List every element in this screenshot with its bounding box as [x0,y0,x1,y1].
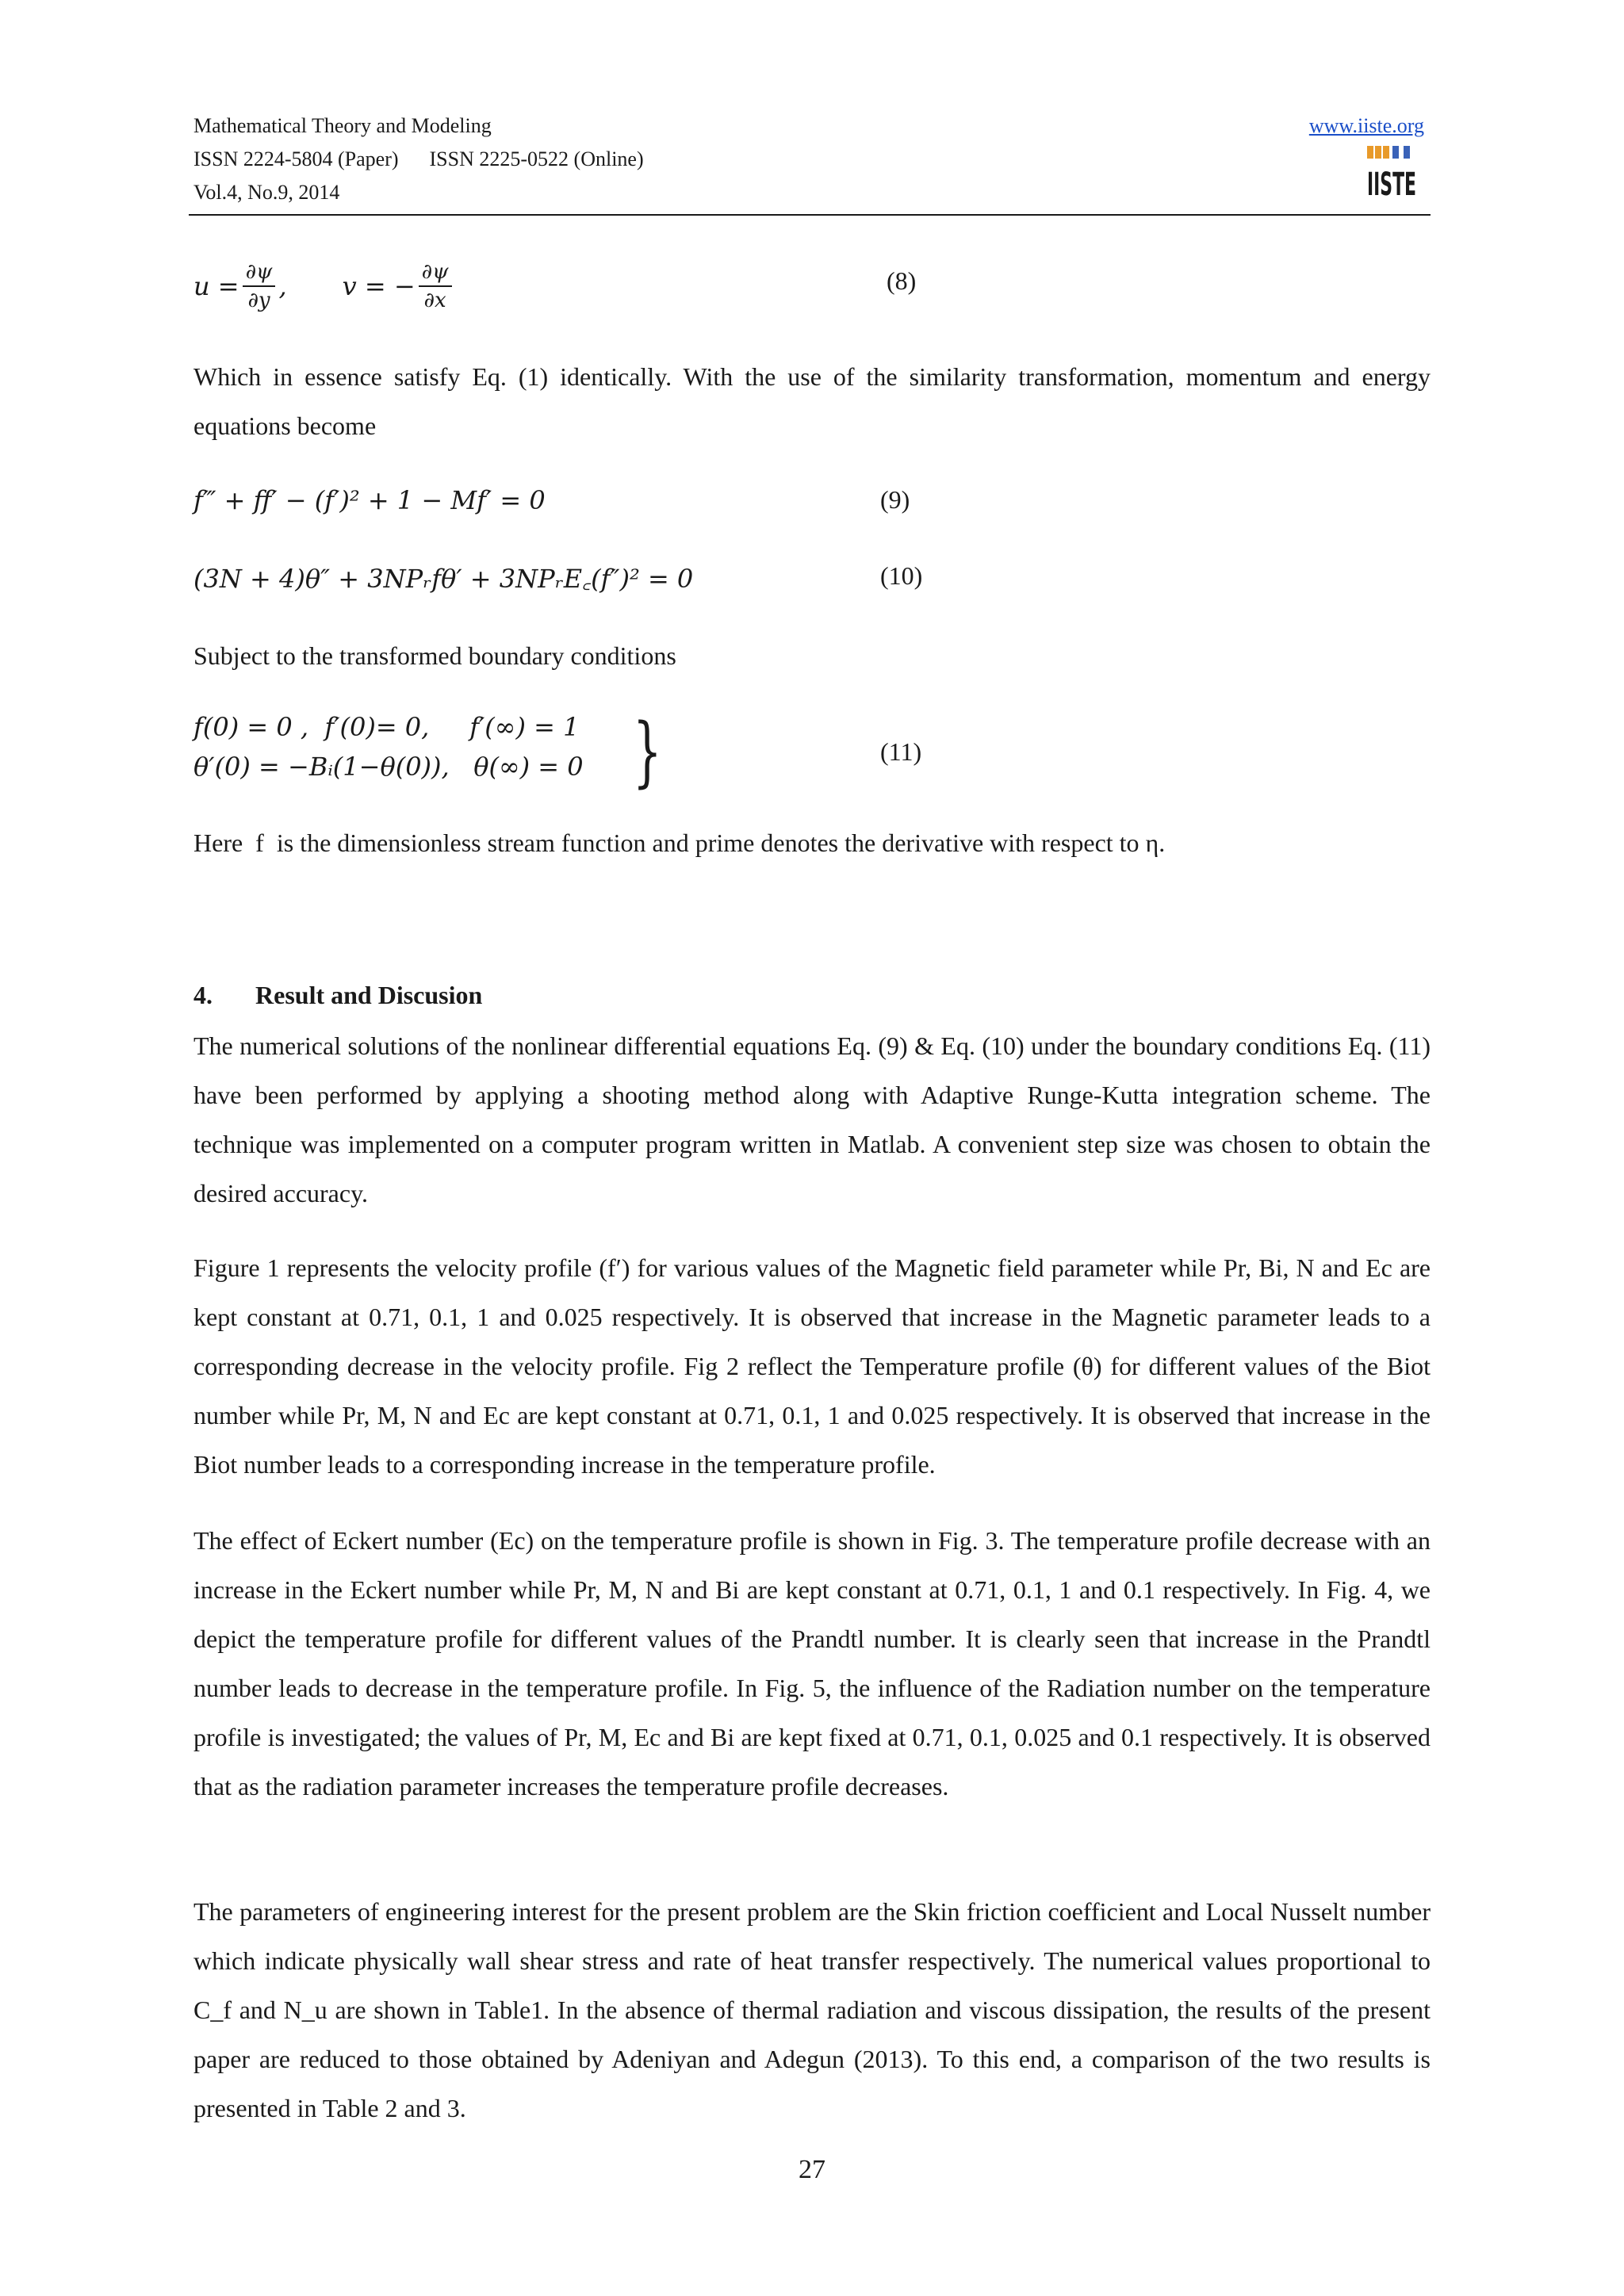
logo-wordmark: IISTE [1367,166,1416,203]
equation-11-line-2: θ′(0) = −Bᵢ(1−θ(0)), θ(∞) = 0 [193,752,584,782]
paragraph-eckert-effect: The effect of Eckert number (Ec) on the temperature profile is shown in Fig. 3. The temperature profile decrease with an increase in the Eckert number while Pr, M, N and Bi are kept constant at 0.71, 0.1, 1 and 0.1 respectively. In Fig. 4, we depict the temperature profile for different values of the Prandtl number. It is clearly seen that increase in the Prandtl number leads to decrease in the temperature profile. In Fig. 5, the influence of the Radiation number on the temperature profile is investigated; the values of Pr, M, Ec and Bi are kept fixed at 0.71, 0.1, 0.025 and 0.1 respectively. It is observed that as the radiation parameter increases the temperature profile decreases. [193,1526,1431,1800]
paragraph-boundary-intro: Subject to the transformed boundary conditions [193,641,676,670]
paragraph-velocity-profile: Figure 1 represents the velocity profile (f′) for various values of the Magnetic field parameter while Pr, Bi, N and Ec are kept constant at 0.71, 0.1, 1 and 0.025 respectively. It is observed that increase in the Magnetic parameter leads to a corresponding decrease in the velocity profile. Fig 2 reflect the Temperature profile (θ) for different values of the Biot number while Pr, M, N and Ec are kept constant at 0.71, 0.1, 1 and 0.025 respectively. It is observed that increase in the Biot number leads to a corresponding increase in the temperature profile. [193,1253,1431,1479]
equation-number-11: (11) [880,737,922,766]
equation-11-line-1: f(0) = 0 , f′(0)= 0, f′(∞) = 1 [193,712,580,742]
page-number: 27 [799,2155,825,2184]
journal-title: Mathematical Theory and Modeling [193,114,492,137]
eq8-u-lhs: u = [193,271,239,301]
paragraph-engineering-interest: The parameters of engineering interest for the present problem are the Skin friction coefficient and Local Nusselt number which indicate physically wall shear stress and rate of heat transfer respectively. The numerical values proportional to C_f and N_u are shown in Table1. In the absence of thermal radiation and viscous dissipation, the results of the present paper are reduced to those obtained by Adeniyan and Adegun (2013). To this end, a comparison of the two results is presented in Table 2 and 3. [193,1897,1431,2122]
volume-line: Vol.4, No.9, 2014 [193,181,340,204]
paragraph-numerical-method: The numerical solutions of the nonlinear differential equations Eq. (9) & Eq. (10) under the boundary conditions Eq. (11) have been performed by applying a shooting method along with Adaptive Runge-Kutta integration scheme. The technique was implemented on a computer program written in Matlab. A convenient step size was chosen to obtain the desired accuracy. [193,1031,1431,1207]
equation-8: u = $\frac{\partial\psi}{\partial y}$ , v = − $\frac{\partial\psi}{\partial x}$ [193,258,455,314]
eq8-v-fraction: $\frac{\partial\psi}{\partial x}$ [419,258,452,314]
eq8-v-lhs: v = − [342,271,416,301]
iiste-logo [1365,144,1421,201]
equation-10: (3N + 4)θ″ + 3NPᵣfθ′ + 3NPᵣE꜀(f″)² = 0 [193,564,694,594]
paragraph-similarity: Which in essence satisfy Eq. (1) identically. With the use of the similarity transformation, momentum and energy equations become [193,362,1431,440]
equation-9: f‴ + ff′ − (f′)² + 1 − Mf′ = 0 [193,485,546,515]
paragraph-stream-function: Here f is the dimensionless stream function and prime denotes the derivative with respect to η. [193,828,1166,857]
website-link[interactable]: www.iiste.org [1308,114,1424,137]
iiste-logo-mark [1365,144,1421,201]
equation-number-9: (9) [880,485,910,514]
equation-number-8: (8) [887,266,917,295]
eq8-u-fraction: $\frac{\partial\psi}{\partial y}$ [243,258,276,314]
equation-number-10: (10) [880,561,923,590]
issn-line: ISSN 2224-5804 (Paper) ISSN 2225-0522 (Online) [193,147,644,170]
brace-icon: } [633,707,662,796]
section-number: 4. [193,981,213,1009]
section-title: Result and Discusion [255,981,483,1009]
header-rule [189,214,1431,216]
